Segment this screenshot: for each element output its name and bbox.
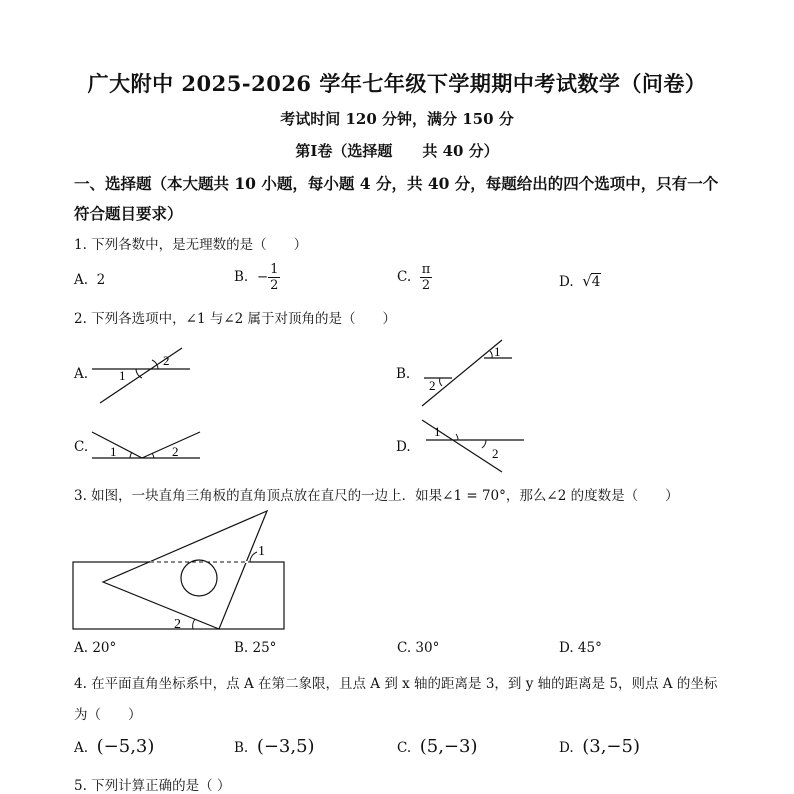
angle-2-label: 2 — [174, 617, 181, 632]
radicand: 4 — [591, 274, 601, 290]
denominator: 2 — [421, 278, 431, 293]
q4-option-b[interactable] — [234, 736, 315, 757]
option-value: (−3,5) — [256, 736, 315, 757]
numerator: π — [421, 262, 431, 277]
angle-arc — [152, 453, 154, 458]
part-title: 第Ⅰ卷（选择题 共 40 分） — [295, 142, 499, 160]
question-4-stem: 4. 在平面直角坐标系中，点 A 在第二象限，且点 A 到 x 轴的距离是 3，到 y 轴的距离是 5，则点 A 的坐标 — [74, 676, 718, 692]
q4-option-d[interactable] — [559, 736, 640, 757]
denominator: 2 — [270, 278, 279, 293]
option-label: D. — [559, 740, 574, 756]
q2-option-d-label[interactable]: D. — [396, 439, 411, 455]
triangle-ruler — [103, 511, 267, 629]
angle-arc — [482, 440, 486, 448]
angle-1-label: 1 — [494, 344, 501, 359]
q2-figure-d — [412, 414, 528, 476]
angle-2-label: 2 — [172, 444, 179, 459]
q2-figure-c — [88, 426, 206, 462]
option-label: B. — [234, 269, 249, 285]
q2-figure-b — [412, 336, 522, 410]
angle-1-label: 1 — [258, 544, 265, 559]
angle-arc — [456, 434, 458, 440]
option-value: 2 — [96, 272, 106, 288]
question-4-stem-cont: 为（ ） — [74, 707, 142, 723]
angle-arc — [136, 369, 142, 378]
q1-option-b[interactable] — [234, 262, 280, 293]
q2-option-a-label[interactable]: A. — [74, 366, 89, 382]
question-5-stem: 5. 下列计算正确的是（ ） — [74, 778, 231, 794]
angle-arc — [490, 351, 492, 358]
angle-1-label: 1 — [110, 444, 117, 459]
angle-1-label: 1 — [434, 424, 441, 439]
line — [422, 340, 502, 406]
angle-2-label: 2 — [429, 378, 436, 393]
q2-figure-a — [88, 345, 198, 407]
angle-arc — [193, 619, 195, 629]
option-label: B. — [234, 740, 249, 756]
question-2-stem: 2. 下列各选项中，∠1 与∠2 属于对顶角的是（ ） — [74, 311, 397, 327]
q2-option-c-label[interactable]: C. — [74, 439, 89, 455]
q4-option-c[interactable] — [397, 736, 478, 757]
angle-2-label: 2 — [492, 446, 499, 461]
q4-option-a[interactable] — [74, 736, 154, 757]
line — [142, 432, 200, 458]
angle-1-label: 1 — [119, 368, 126, 383]
option-label: D. — [559, 274, 574, 290]
option-label: C. — [397, 269, 412, 285]
line — [100, 348, 182, 403]
q2-option-b-label[interactable]: B. — [396, 366, 411, 382]
q3-option-a[interactable]: A. 20° — [74, 640, 117, 656]
minus-sign: − — [256, 269, 269, 285]
numerator: 1 — [270, 262, 279, 277]
option-label: A. — [74, 272, 89, 288]
section-heading: 一、选择题（本大题共 10 小题，每小题 4 分，共 40 分，每题给出的四个选项中，只有一个 — [74, 174, 719, 193]
question-1-stem: 1. 下列各数中，是无理数的是（ ） — [74, 237, 308, 253]
q3-option-c[interactable]: C. 30° — [397, 640, 440, 656]
line — [92, 432, 142, 458]
option-value: (−5,3) — [96, 736, 155, 757]
q3-option-b[interactable]: B. 25° — [234, 640, 277, 656]
exam-title: 广大附中 2025-2026 学年七年级下学期期中考试数学（问卷） — [87, 71, 707, 96]
exam-info: 考试时间 120 分钟，满分 150 分 — [280, 110, 514, 128]
option-label: C. — [397, 740, 412, 756]
question-3-stem: 3. 如图，一块直角三角板的直角顶点放在直尺的一边上．如果∠1 = 70°，那么∠2 的度数是（ ） — [74, 488, 679, 504]
angle-2-label: 2 — [163, 353, 170, 368]
sqrt-icon: √ — [582, 272, 592, 290]
option-label: A. — [74, 740, 89, 756]
angle-arc — [130, 452, 132, 458]
q1-option-d[interactable] — [559, 272, 601, 290]
angle-arc — [250, 552, 257, 562]
q1-option-a[interactable] — [74, 272, 105, 288]
q3-option-d[interactable]: D. 45° — [559, 640, 602, 656]
q1-option-c[interactable] — [397, 262, 432, 293]
q3-figure — [70, 505, 290, 635]
option-value: (3,−5) — [582, 736, 640, 757]
option-value: (5,−3) — [419, 736, 478, 757]
angle-arc — [440, 378, 442, 386]
triangle-hole — [181, 560, 217, 596]
fraction — [268, 262, 280, 293]
section-heading-cont: 符合题目要求） — [74, 204, 183, 223]
fraction — [420, 262, 433, 293]
